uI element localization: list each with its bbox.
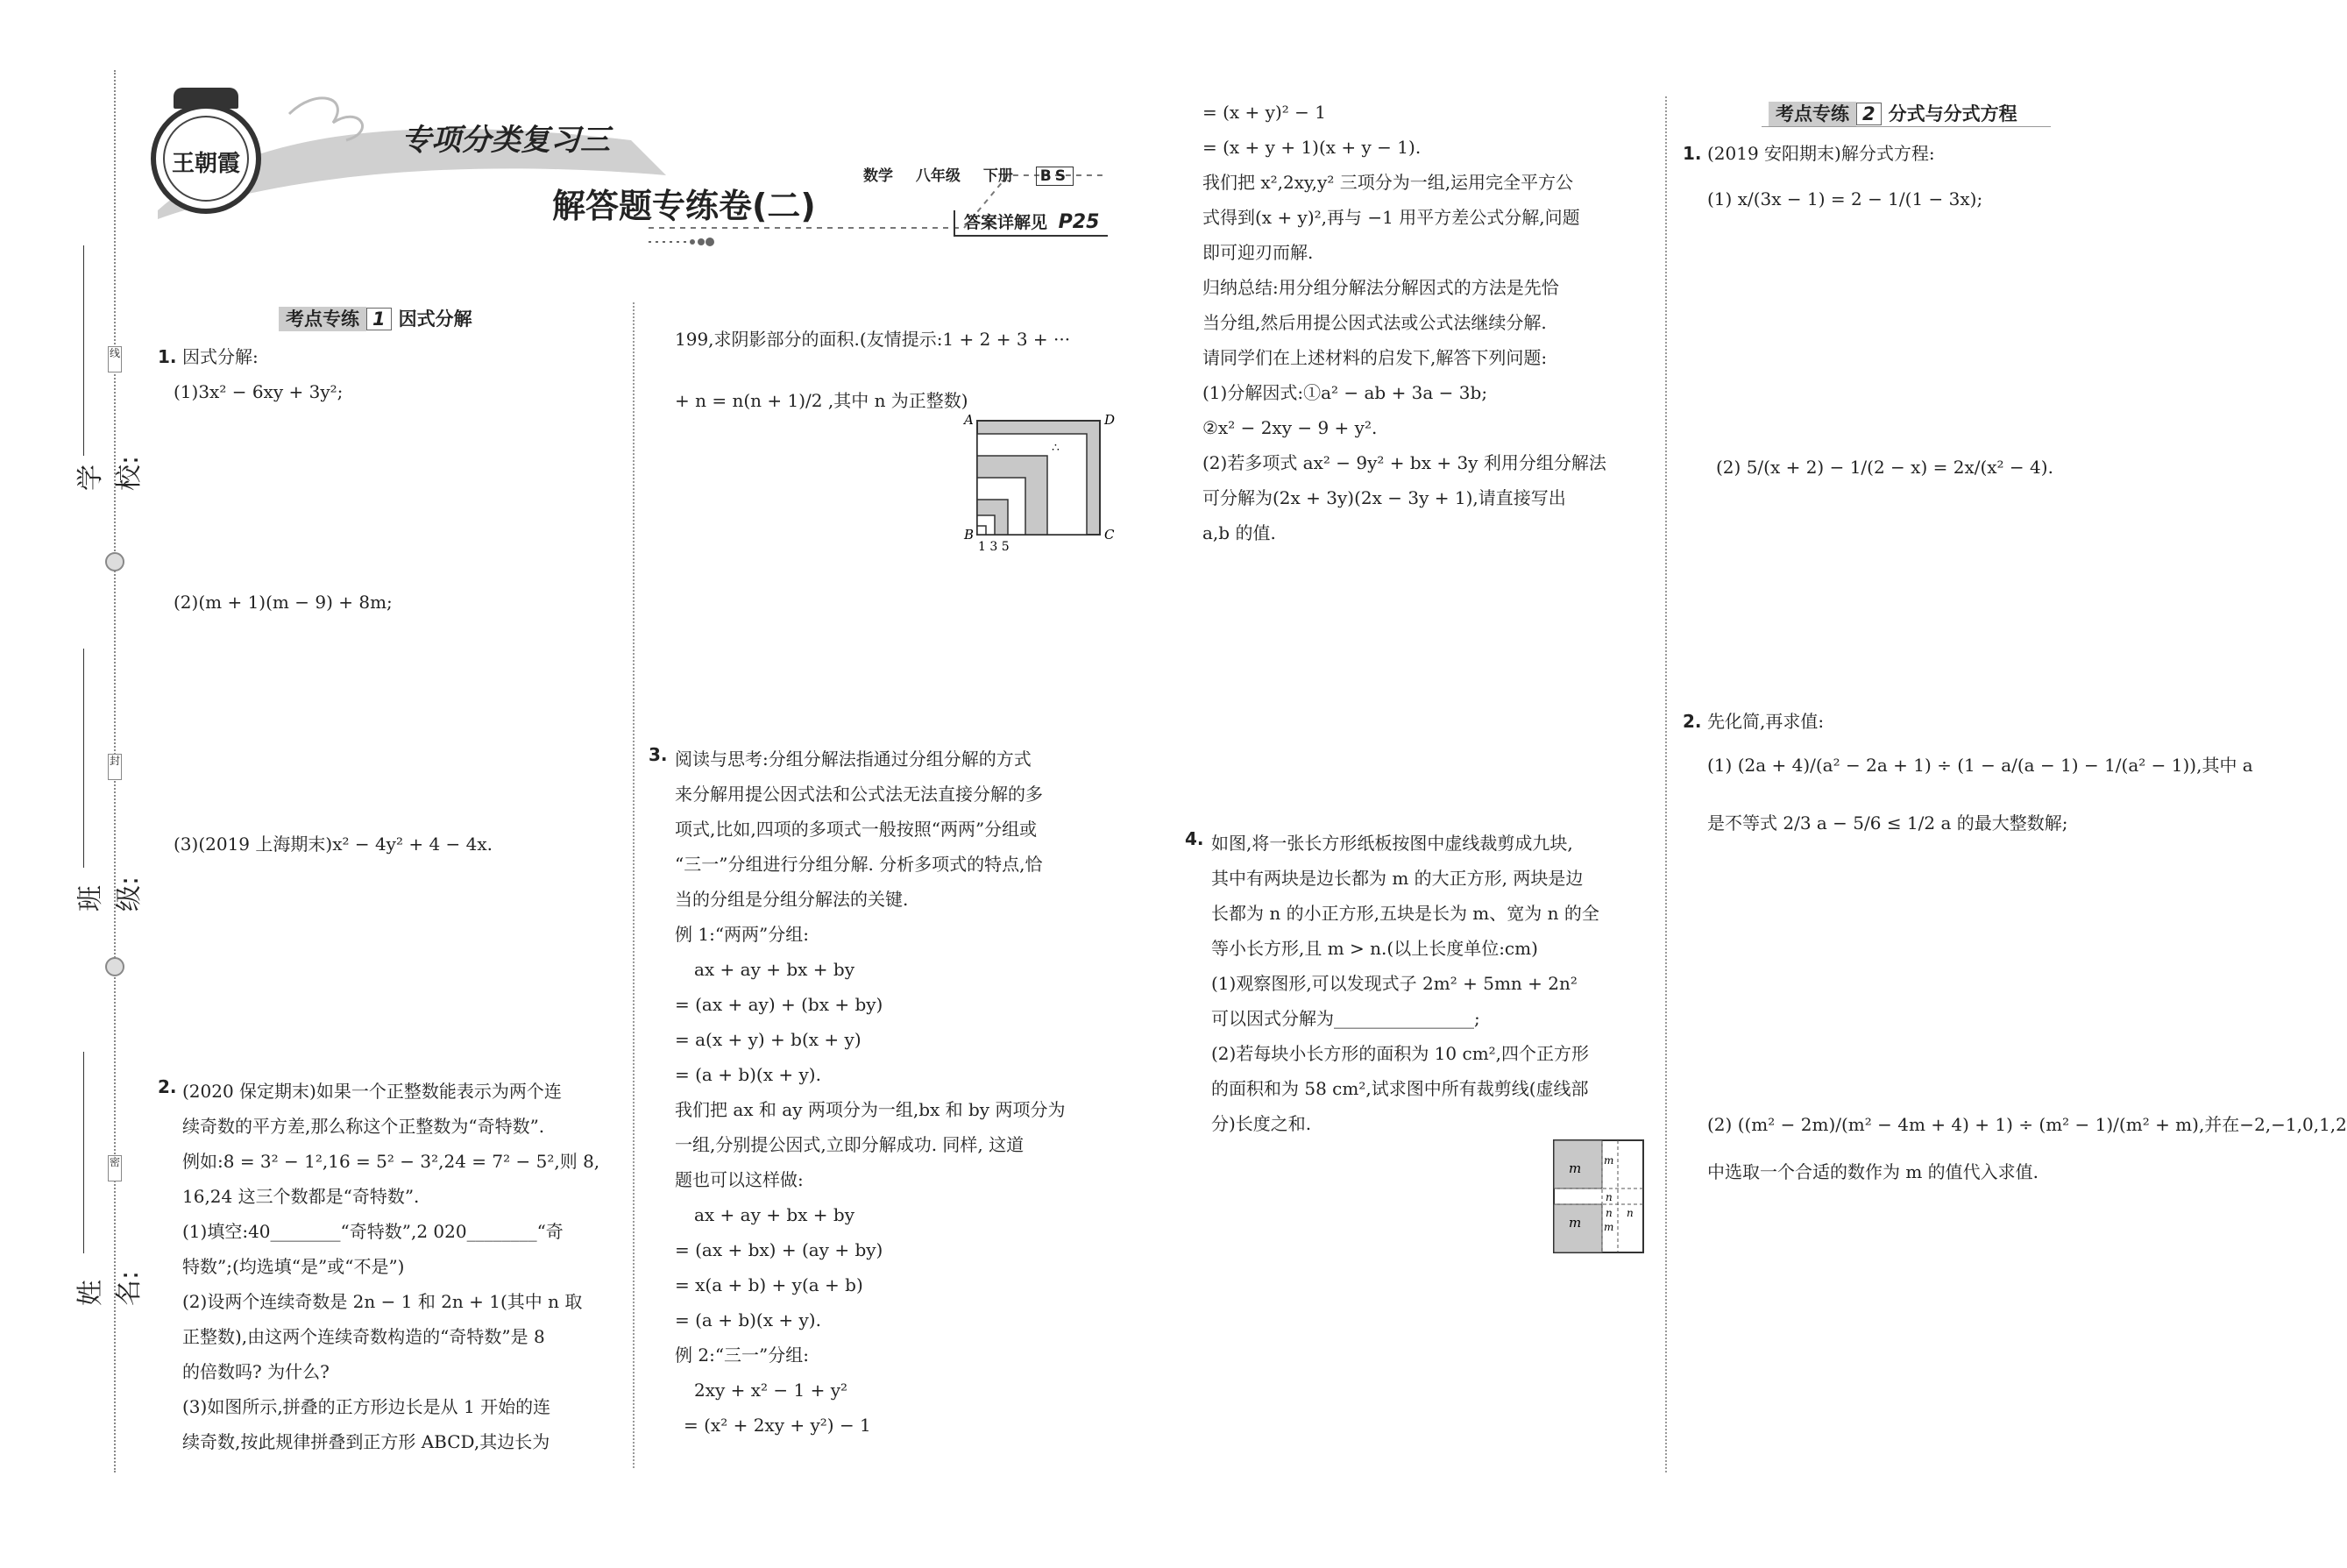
math-line: = (ax + ay) + (bx + by) (675, 994, 883, 1015)
binding-label-class: 班级: (75, 876, 145, 912)
text-line: 请同学们在上述材料的启发下,解答下列问题: (1202, 347, 1548, 368)
question-number: 3. (649, 744, 668, 765)
question-part: (3)(2019 上海期末)x² − 4y² + 4 − 4x. (174, 834, 493, 855)
answer-ref-text: 答案详解见 (964, 213, 1048, 232)
ribbon-icon (289, 98, 363, 140)
text-line: a,b 的值. (1202, 522, 1276, 543)
fig-label-d: D (1104, 412, 1116, 428)
text-line: “三一”分组进行分组分解. 分析多项式的特点,恰 (675, 854, 1043, 875)
text-line: 当分组,然后用提公因式法或公式法继续分解. (1202, 312, 1547, 333)
answer-ref-page: P25 (1058, 211, 1100, 233)
question-title: 先化简,再求值: (1707, 711, 1825, 732)
question-number: 2. (158, 1076, 177, 1097)
summary-line: 归纳总结:用分组分解法分解因式的方法是先恰 (1202, 277, 1559, 298)
seal-mark-secret: 密 (108, 1155, 122, 1181)
text-line: 分)长度之和. (1211, 1113, 1312, 1134)
square-stack-figure (964, 412, 1122, 552)
text-line: 例 1:“两两”分组: (675, 924, 810, 945)
fig-label-m: m (1604, 1221, 1614, 1233)
text-line: + n = n(n + 1)/2 ,其中 n 为正整数) (675, 390, 968, 411)
text-line: (2)若每块小长方形的面积为 10 cm²,四个正方形 (1211, 1043, 1590, 1064)
text-line: 等小长方形,且 m > n.(以上长度单位:cm) (1211, 938, 1538, 959)
fig-label-m: m (1569, 1160, 1582, 1176)
math-line: = x(a + b) + y(a + b) (675, 1274, 863, 1295)
series-title: 专项分类复习三 (401, 123, 610, 158)
question-body (675, 741, 1065, 1443)
logo-text: 王朝霞 (171, 151, 240, 177)
subject-tags (863, 163, 1074, 185)
text-line: 续奇数的平方差,那么称这个正整数为“奇特数”. (182, 1116, 545, 1137)
math-line: = a(x + y) + b(x + y) (675, 1029, 862, 1050)
question-number: 4. (1185, 828, 1204, 849)
main-title: 解答题专练卷(二) (552, 187, 816, 225)
grade-tag: 八年级 (915, 167, 961, 185)
seal-mark-seal: 封 (108, 754, 122, 780)
fig-label-n: n (1606, 1191, 1613, 1203)
logo-crown-icon (174, 88, 238, 109)
fig-ticks: 1 3 5 (978, 540, 1010, 554)
binding-hole-icon (105, 957, 124, 976)
text-line: 项式,比如,四项的多项式一般按照“两两”分组或 (675, 819, 1038, 840)
question-part: (1) (2a + 4)/(a² − 2a + 1) ÷ (1 − a/(a − 1) − 1/(a² − 1)),其中 a (1707, 755, 2253, 776)
text-line: 我们把 x²,2xy,y² 三项分为一组,运用完全平方公 (1202, 172, 1574, 193)
fig-label-a: A (964, 412, 974, 428)
question-number: 1. (1683, 143, 1702, 164)
subject-tag: 数学 (863, 167, 893, 185)
question-number: 1. (158, 346, 177, 367)
question-part: (1)3x² − 6xy + 3y²; (174, 381, 344, 402)
question-part: (2) 5/(x + 2) − 1/(2 − x) = 2x/(x² − 4). (1716, 457, 2053, 478)
text-line: 如图,将一张长方形纸板按图中虚线裁剪成九块, (1211, 833, 1573, 854)
text-line: 的倍数吗? 为什么? (182, 1361, 330, 1382)
fig-label-n: n (1627, 1207, 1634, 1219)
text-line: 题也可以这样做: (675, 1169, 804, 1190)
text-line: 199,求阴影部分的面积.(友情提示:1 + 2 + 3 + ··· (675, 329, 1071, 350)
binding-label-name: 姓名: (75, 1270, 145, 1306)
fig-label-m: m (1604, 1154, 1614, 1167)
fig-label-m: m (1569, 1215, 1582, 1231)
text-line: (2)若多项式 ax² − 9y² + bx + 3y 利用分组分解法 (1202, 452, 1606, 473)
text-line: 式得到(x + y)²,再与 −1 用平方差公式分解,问题 (1202, 207, 1580, 228)
fig-label-c: C (1104, 527, 1115, 543)
text-line: (2)设两个连续奇数是 2n − 1 和 2n + 1(其中 n 取 (182, 1291, 583, 1312)
math-line: = (x + y)² − 1 (1202, 102, 1326, 123)
text-line: 即可迎刃而解. (1202, 242, 1314, 263)
fig-label-n: n (1606, 1207, 1613, 1219)
text-line: 一组,分别提公因式,立即分解成功. 同样, 这道 (675, 1134, 1025, 1155)
question-number: 2. (1683, 711, 1702, 732)
section-header-factorization (279, 305, 472, 331)
math-line: = (ax + bx) + (ay + by) (675, 1239, 883, 1260)
column-divider (1665, 96, 1667, 1472)
fig-dots: ∴ (1052, 441, 1060, 455)
binding-hole-icon (105, 552, 124, 571)
question-part: 是不等式 2/3 a − 5/6 ≤ 1/2 a 的最大整数解; (1707, 812, 2068, 834)
section-label: 考点专练 (1769, 102, 1856, 126)
section-header-fractions (1769, 100, 2017, 126)
question-body (1211, 826, 1599, 1141)
header-dot-icon (690, 239, 695, 245)
text-line: 我们把 ax 和 ay 两项分为一组,bx 和 by 两项分为 (675, 1099, 1066, 1120)
header-dot-icon (706, 238, 714, 246)
answer-ref-box (954, 210, 1108, 237)
math-line: ax + ay + bx + by (694, 1204, 855, 1225)
binding-label-school: 学校: (75, 455, 145, 491)
logo-emblem (151, 103, 261, 214)
text-line: 的面积和为 58 cm²,试求图中所有裁剪线(虚线部 (1211, 1078, 1589, 1099)
section-name: 因式分解 (398, 309, 472, 330)
rectangle-cut-figure (1553, 1139, 1644, 1253)
text-line: (1)填空:40________“奇特数”,2 020________“奇 (182, 1221, 564, 1242)
text-line: 当的分组是分组分解法的关键. (675, 889, 909, 910)
section-name: 分式与分式方程 (1888, 103, 2017, 124)
math-line: = (x + y + 1)(x + y − 1). (1202, 137, 1422, 158)
text-line: (2020 保定期末)如果一个正整数能表示为两个连 (182, 1081, 562, 1102)
name-fill-line[interactable] (83, 1052, 84, 1253)
volume-tag: 下册 (982, 167, 1013, 185)
question-title: (2019 安阳期末)解分式方程: (1707, 143, 1935, 164)
question-part: (1) x/(3x − 1) = 2 − 1/(1 − 3x); (1707, 188, 1983, 209)
header-dot-icon (698, 238, 705, 245)
text-line: (3)如图所示,拼叠的正方形边长是从 1 开始的连 (182, 1396, 551, 1417)
text-line: 16,24 这三个数都是“奇特数”. (182, 1186, 420, 1207)
text-line: 例如:8 = 3² − 1²,16 = 5² − 3²,24 = 7² − 5²,则 8, (182, 1151, 600, 1172)
math-line: ax + ay + bx + by (694, 959, 855, 980)
text-line: ②x² − 2xy − 9 + y². (1202, 417, 1378, 438)
class-fill-line[interactable] (83, 649, 84, 868)
text-line: 可分解为(2x + 3y)(2x − 3y + 1),请直接写出 (1202, 487, 1566, 508)
question-body (182, 1074, 599, 1459)
math-line: = (a + b)(x + y). (675, 1309, 821, 1330)
question-part: (2)(m + 1)(m − 9) + 8m; (174, 592, 393, 613)
question-body (1202, 95, 1606, 550)
fig-label-b: B (964, 527, 975, 543)
text-line: 来分解用提公因式法和公式法无法直接分解的多 (675, 784, 1043, 805)
question-part: (2) ((m² − 2m)/(m² − 4m + 4) + 1) ÷ (m² − 1)/(m² + m),并在−2,−1,0,1,2 (1707, 1114, 2347, 1135)
math-line: = (x² + 2xy + y²) − 1 (684, 1415, 871, 1436)
text-line: 可以因式分解为________________; (1211, 1008, 1480, 1029)
math-line: 2xy + x² − 1 + y² (694, 1380, 848, 1401)
text-line: 其中有两块是边长都为 m 的大正方形, 两块是边 (1211, 868, 1584, 889)
text-line: 长都为 n 的小正方形,五块是长为 m、宽为 n 的全 (1211, 903, 1599, 924)
text-line: 例 2:“三一”分组: (675, 1345, 810, 1366)
school-fill-line[interactable] (83, 245, 84, 456)
section-number: 2 (1856, 103, 1882, 125)
section-label: 考点专练 (279, 307, 366, 331)
seal-mark-line: 线 (108, 346, 122, 372)
question-part: 中选取一个合适的数作为 m 的值代入求值. (1707, 1161, 2039, 1182)
edition-tag: BS (1036, 167, 1074, 186)
section-number: 1 (366, 308, 392, 330)
question-title: 因式分解: (182, 346, 259, 367)
math-line: = (a + b)(x + y). (675, 1064, 821, 1085)
text-line: 特数”;(均选填“是”或“不是”) (182, 1256, 405, 1277)
text-line: 续奇数,按此规律拼叠到正方形 ABCD,其边长为 (182, 1431, 550, 1452)
section-underline (1762, 126, 2051, 127)
text-line: 正整数),由这两个连续奇数构造的“奇特数”是 8 (182, 1326, 545, 1347)
text-line: (1)观察图形,可以发现式子 2m² + 5mn + 2n² (1211, 973, 1578, 994)
text-line: (1)分解因式:①a² − ab + 3a − 3b; (1202, 382, 1488, 403)
column-divider (633, 302, 635, 1468)
text-line: 阅读与思考:分组分解法指通过分组分解的方式 (675, 749, 1032, 770)
